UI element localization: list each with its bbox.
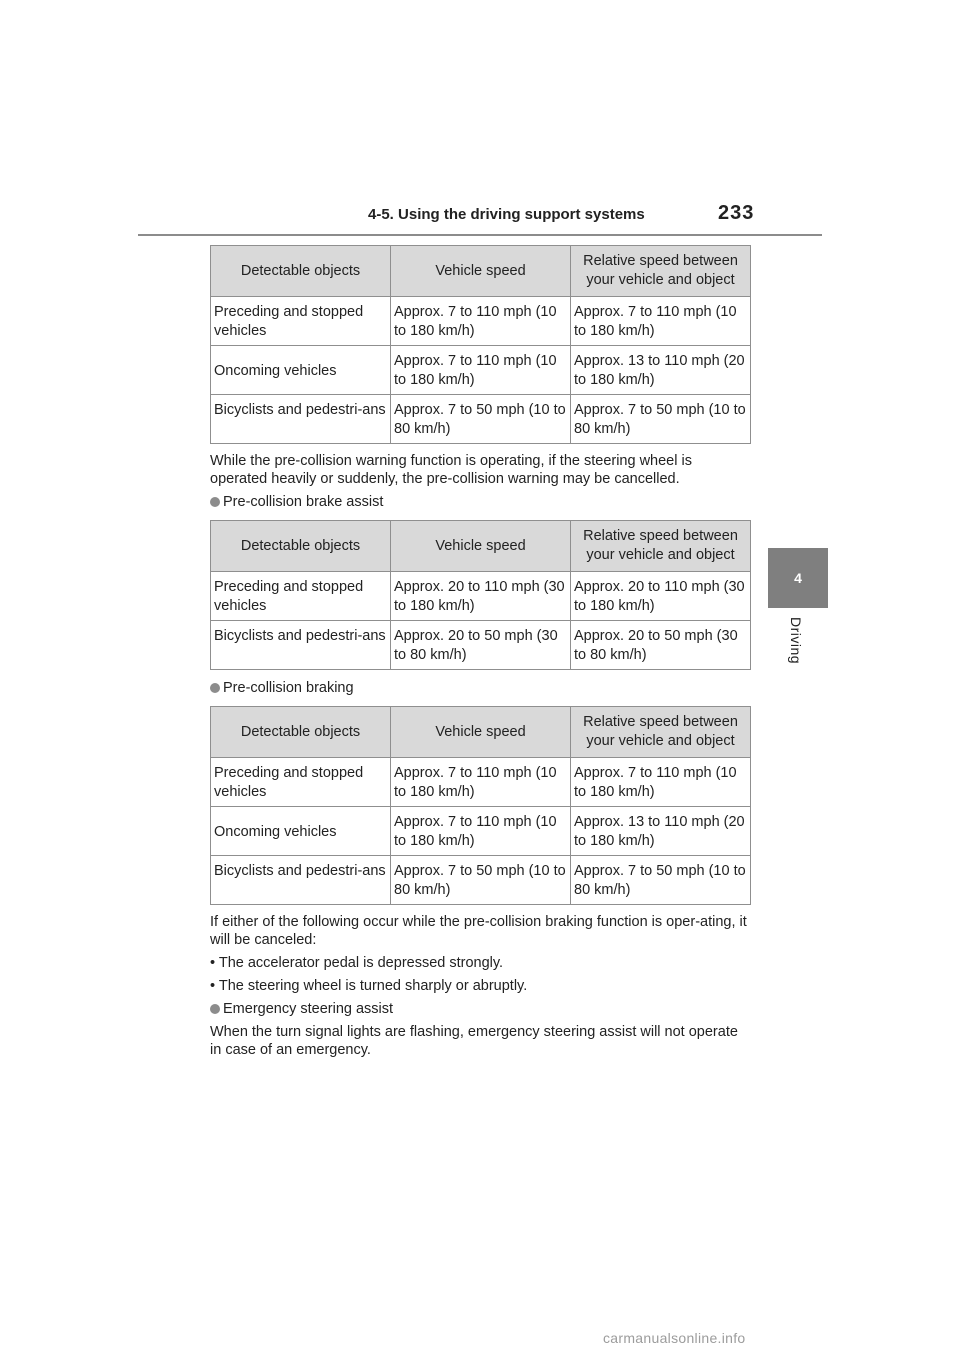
header-relative-speed: Relative speed between your vehicle and object — [571, 521, 751, 572]
table-cell: Approx. 20 to 110 mph (30 to 180 km/h) — [391, 572, 571, 621]
table-cell: Bicyclists and pedestri-ans — [211, 856, 391, 905]
table-row — [211, 856, 751, 905]
bullet-dot-icon — [210, 497, 220, 507]
bullet-dot-icon — [210, 1004, 220, 1014]
header-detectable-objects: Detectable objects — [211, 521, 391, 572]
bullet-brake-assist — [210, 493, 750, 511]
table-cell: Bicyclists and pedestri-ans — [211, 621, 391, 670]
table-cell: Preceding and stopped vehicles — [211, 572, 391, 621]
table-cell: Approx. 7 to 50 mph (10 to 80 km/h) — [571, 856, 751, 905]
table-row — [211, 621, 751, 670]
table-row — [211, 807, 751, 856]
table-cell: Approx. 20 to 50 mph (30 to 80 km/h) — [391, 621, 571, 670]
bullet-braking — [210, 679, 750, 697]
table-cell: Preceding and stopped vehicles — [211, 758, 391, 807]
table-cell: Oncoming vehicles — [211, 346, 391, 395]
chapter-label — [770, 617, 826, 687]
bullet-text: Emergency steering assist — [223, 1001, 394, 1017]
table-cell: Approx. 13 to 110 mph (20 to 180 km/h) — [571, 346, 751, 395]
cancel-condition-item: • The accelerator pedal is depressed strongly. — [210, 955, 504, 971]
table-cell: Approx. 13 to 110 mph (20 to 180 km/h) — [571, 807, 751, 856]
bullet-text: Pre-collision braking — [223, 680, 354, 696]
table-cell: Approx. 7 to 110 mph (10 to 180 km/h) — [571, 297, 751, 346]
table-cell: Approx. 7 to 110 mph (10 to 180 km/h) — [571, 758, 751, 807]
table-row — [211, 758, 751, 807]
table-cell: Oncoming vehicles — [211, 807, 391, 856]
steering-paragraph: When the turn signal lights are flashing, emergency steering assist will not operate in case of an emergency. — [210, 1024, 738, 1058]
table-cell: Bicyclists and pedestri-ans — [211, 395, 391, 444]
table-cell: Approx. 7 to 110 mph (10 to 180 km/h) — [391, 807, 571, 856]
chapter-tab: 4 — [768, 548, 828, 608]
table-cell: Approx. 20 to 110 mph (30 to 180 km/h) — [571, 572, 751, 621]
braking-speed-table — [210, 706, 751, 905]
table-cell: Approx. 7 to 110 mph (10 to 180 km/h) — [391, 297, 571, 346]
header-relative-speed: Relative speed between your vehicle and object — [571, 707, 751, 758]
table-cell: Approx. 20 to 50 mph (30 to 80 km/h) — [571, 621, 751, 670]
table-row — [211, 346, 751, 395]
header-vehicle-speed: Vehicle speed — [391, 707, 571, 758]
table-cell: Approx. 7 to 110 mph (10 to 180 km/h) — [391, 346, 571, 395]
bullet-text: Pre-collision brake assist — [223, 494, 384, 510]
table-row — [211, 297, 751, 346]
table-header-row — [211, 707, 751, 758]
bullet-emergency-steering — [210, 1000, 750, 1018]
page-number: 233 — [718, 202, 755, 224]
page-header — [138, 198, 822, 236]
header-vehicle-speed: Vehicle speed — [391, 246, 571, 297]
header-vehicle-speed: Vehicle speed — [391, 521, 571, 572]
table-cell: Approx. 7 to 50 mph (10 to 80 km/h) — [391, 395, 571, 444]
table-row — [211, 572, 751, 621]
table-cell: Preceding and stopped vehicles — [211, 297, 391, 346]
table-header-row — [211, 521, 751, 572]
table-cell: Approx. 7 to 50 mph (10 to 80 km/h) — [571, 395, 751, 444]
table-cell: Approx. 7 to 50 mph (10 to 80 km/h) — [391, 856, 571, 905]
bullet-dot-icon — [210, 683, 220, 693]
header-detectable-objects: Detectable objects — [211, 707, 391, 758]
brake-assist-speed-table — [210, 520, 751, 670]
warning-speed-table — [210, 245, 751, 444]
table-header-row — [211, 246, 751, 297]
table-row — [211, 395, 751, 444]
chapter-label-text: Driving — [788, 617, 804, 665]
section-title: 4-5. Using the driving support systems — [368, 206, 645, 223]
table-cell: Approx. 7 to 110 mph (10 to 180 km/h) — [391, 758, 571, 807]
header-relative-speed: Relative speed between your vehicle and object — [571, 246, 751, 297]
header-detectable-objects: Detectable objects — [211, 246, 391, 297]
cancel-condition-item: • The steering wheel is turned sharply or abruptly. — [210, 978, 528, 994]
warning-cancel-paragraph: While the pre-collision warning function is operating, if the steering wheel is operated heavily or suddenly, the pre-collision warning may be cancelled. — [210, 453, 692, 487]
watermark-text: carmanualsonline.info — [603, 1330, 746, 1346]
page-content — [210, 245, 750, 1059]
braking-cancel-paragraph: If either of the following occur while the pre-collision braking function is oper-ating, it will be canceled: — [210, 914, 747, 948]
